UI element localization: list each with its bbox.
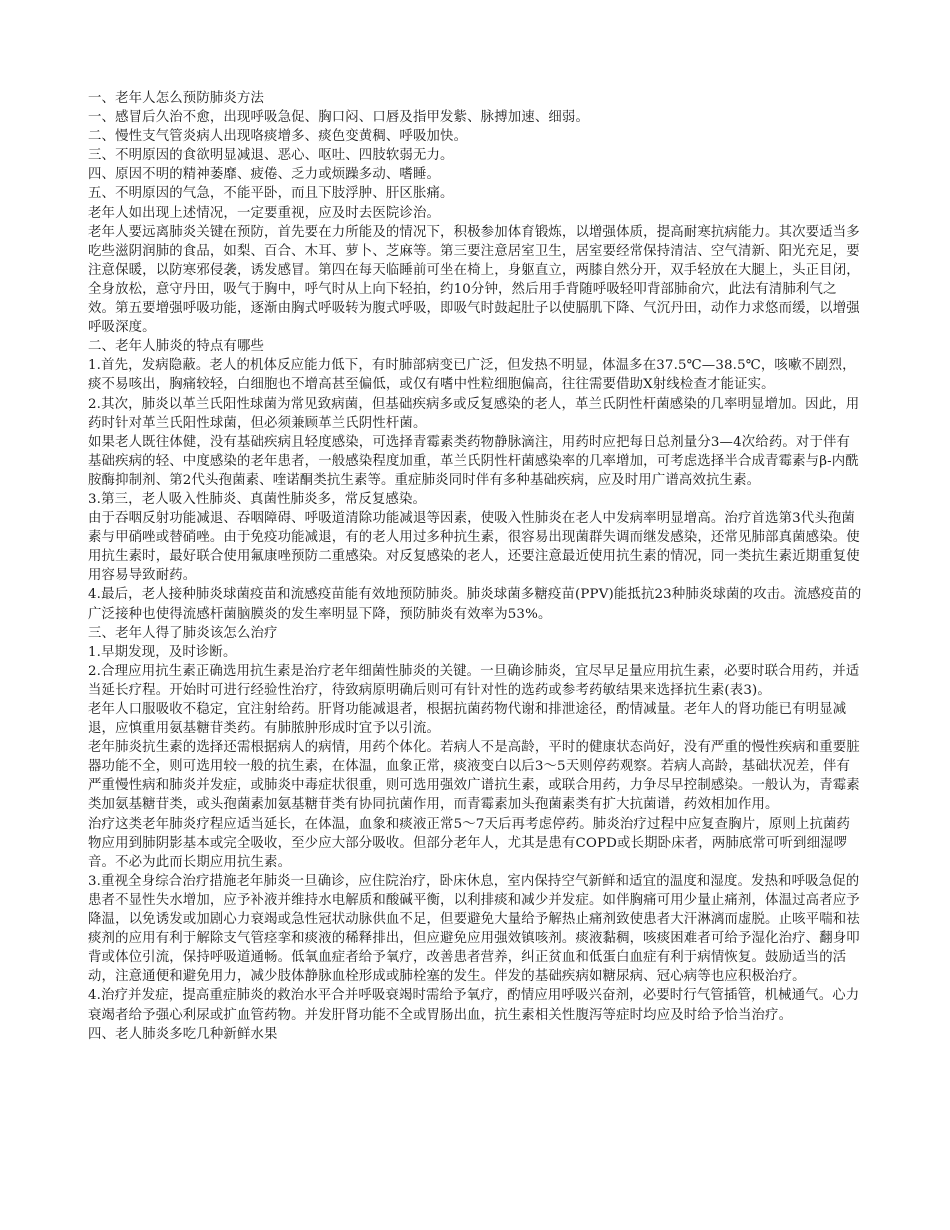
advice-line: 老年人如出现上述情况，一定要重视，应及时去医院诊治。	[88, 205, 441, 221]
antibiotic-selection-paragraph: 如果老人既往体健，没有基础疾病且轻度感染，可选择青霉素类药物静脉滴注，用药时应把每日总剂量分3—4次给药。对于伴有基础疾病的轻、中度感染的老年患者，一般感染程度加重，革兰氏阴性杆菌感染率的几率增加，可考虑选择半合成青霉素与β-内酰胺酶抑制剂、第2代头孢菌素、喹诺酮类抗生素等。重症肺炎同时伴有多种基础疾病，应及时用广谱高效抗生素。	[88, 434, 859, 488]
symptom-item-1: 一、感冒后久治不愈，出现呼吸急促、胸口闷、口唇及指甲发紫、脉搏加速、细弱。	[88, 110, 590, 126]
treatment-item-1: 1.早期发现，及时诊断。	[88, 644, 237, 660]
symptom-item-2: 二、慢性支气管炎病人出现咯痰增多、痰色变黄稠、呼吸加快。	[88, 129, 468, 145]
symptom-item-3: 三、不明原因的食欲明显减退、恶心、呕吐、四肢软弱无力。	[88, 148, 454, 164]
treatment-duration-paragraph: 治疗这类老年肺炎疗程应适当延长，在体温，血象和痰液正常5～7天后再考虑停药。肺炎治疗过程中应复查胸片，原则上抗菌药物应用到肺阴影基本或完全吸收，至少应大部分吸收。但部分老年人，尤其是患有COPD或长期卧床者，两肺底常可听到细湿啰音。不必为此而长期应用抗生素。	[88, 816, 851, 870]
prevention-paragraph: 老年人要远离肺炎关键在预防，首先要在力所能及的情况下，积极参加体育锻炼，以增强体质，提高耐寒抗病能力。其次要适当多吃些滋阴润肺的食品，如梨、百合、木耳、萝卜、芝麻等。第三要注意居室卫生，居室要经常保持清洁、空气清新、阳光充足，要注意保暖，以防寒邪侵袭，诱发感冒。第四在每天临睡前可坐在椅上，身躯直立，两膝自然分开，双手轻放在大腿上，头正目闭，全身放松，意守丹田，吸气于胸中，呼气时从上向下轻拍，约10分钟，然后用手背随呼吸轻叩背部肺俞穴，此法有清肺利气之效。第五要增强呼吸功能，逐渐由胸式呼吸转为腹式呼吸，即吸气时鼓起肚子以使膈肌下降、气沉丹田，动作力求悠而缓，以增强呼吸深度。	[88, 224, 860, 336]
supportive-care-paragraph: 3.重视全身综合治疗措施老年肺炎一旦确诊，应住院治疗，卧床休息，室内保持空气新鲜和适宜的温度和湿度。发热和呼吸急促的患者不显性失水增加，应予补液并维持水电解质和酸碱平衡，以利排痰和减少并发症。如伴胸痛可用少量止痛剂，体温过高者应予降温，以免诱发或加剧心力衰竭或急性冠状动脉供血不足，但要避免大量给予解热止痛剂致使患者大汗淋漓而虚脱。止咳平喘和祛痰剂的应用有利于解除支气管痉挛和痰液的稀释排出，但应避免应用强效镇咳剂。痰液黏稠，咳痰困难者可给予湿化治疗、翻身叩背或体位引流，保持呼吸道通畅。低氧血症者给予氧疗，改善患者营养，纠正贫血和低蛋白血症有利于病情恢复。鼓励适当的活动，注意通便和避免用力，减少肢体静脉血栓形成或肺栓塞的发生。伴发的基础疾病如糖尿病、冠心病等也应积极治疗。	[88, 873, 860, 985]
treatment-item-2-paragraph: 2.合理应用抗生素正确选用抗生素是治疗老年细菌性肺炎的关键。一旦确诊肺炎，宜尽早足量应用抗生素，必要时联合用药，并适当延长疗程。开始时可进行经验性治疗，待致病原明确后则可有针对性的选药或参考药敏结果来选择抗生素(表3)。	[88, 663, 860, 698]
characteristic-1-paragraph: 1.首先，发病隐蔽。老人的机体反应能力低下，有时肺部病变已广泛，但发热不明显，体温多在37.5℃—38.5℃，咳嗽不剧烈，痰不易咳出，胸痛较轻，白细胞也不增高甚至偏低，或仅有嗜中性粒细胞偏高，往往需要借助X射线检查才能证实。	[88, 358, 856, 393]
symptom-item-5: 五、不明原因的气急，不能平卧，而且下肢浮肿、肝区胀痛。	[88, 186, 454, 202]
complications-paragraph: 4.治疗并发症，提高重症肺炎的救治水平合并呼吸衰竭时需给予氧疗，酌情应用呼吸兴奋剂，必要时行气管插管，机械通气。心力衰竭者给予强心利尿或扩血管药物。并发肝肾功能不全或胃肠出血，抗生素相关性腹泻等症时均应及时给予恰当治疗。	[88, 988, 860, 1023]
individualized-therapy-paragraph: 老年肺炎抗生素的选择还需根据病人的病情，用药个体化。若病人不是高龄，平时的健康状态尚好，没有严重的慢性疾病和重要脏器功能不全，则可选用较一般的抗生素，在体温，血象正常，痰液变白以后3～5天则停药观察。若病人高龄，基础状况差，伴有严重慢性病和肺炎并发症，或肺炎中毒症状很重，则可选用强效广谱抗生素，或联合用药，力争尽早控制感染。一般认为，青霉素类加氨基糖苷类，或头孢菌素加氨基糖苷类有协同抗菌作用，而青霉素加头孢菌素类有扩大抗菌谱，药效相加作用。	[88, 740, 860, 813]
section-heading-characteristics: 二、老年人肺炎的特点有哪些	[88, 339, 265, 355]
dosing-paragraph: 老年人口服吸收不稳定，宜注射给药。肝肾功能减退者，根据抗菌药物代谢和排泄途径，酌情减量。老年人的肾功能已有明显减退，应慎重用氨基糖苷类药。有肺脓肿形成时宜予以引流。	[88, 702, 847, 737]
section-heading-prevention: 一、老年人怎么预防肺炎方法	[88, 91, 265, 106]
section-heading-treatment: 三、老年人得了肺炎该怎么治疗	[88, 625, 278, 641]
section-heading-fruits: 四、老人肺炎多吃几种新鲜水果	[88, 1026, 278, 1042]
characteristic-2-paragraph: 2.其次，肺炎以革兰氏阳性球菌为常见致病菌，但基础疾病多或反复感染的老人，革兰氏阴性杆菌感染的几率明显增加。因此，用药时针对革兰氏阳性球菌，但必须兼顾革兰氏阴性杆菌。	[88, 396, 860, 431]
vaccine-paragraph: 4.最后，老人接种肺炎球菌疫苗和流感疫苗能有效地预防肺炎。肺炎球菌多糖疫苗(PPV)能抵抗23种肺炎球菌的攻击。流感疫苗的广泛接种也使得流感杆菌脑膜炎的发生率明显下降，预防肺炎有效率为53%。	[88, 587, 862, 622]
aspiration-pneumonia-paragraph: 由于吞咽反射功能减退、吞咽障碍、呼吸道清除功能减退等因素，使吸入性肺炎在老人中发病率明显增高。治疗首选第3代头孢菌素与甲硝唑或替硝唑。由于免疫功能减退，有的老人用过多种抗生素，很容易出现菌群失调而继发感染，还常见肺部真菌感染。使用抗生素时，最好联合使用氟康唑预防二重感染。对反复感染的老人，还要注意最近使用抗生素的情况，同一类抗生素近期重复使用容易导致耐药。	[88, 511, 860, 584]
symptom-item-4: 四、原因不明的精神萎靡、疲倦、乏力或烦躁多动、嗜睡。	[88, 167, 441, 183]
characteristic-3-line: 3.第三，老人吸入性肺炎、真菌性肺炎多，常反复感染。	[88, 491, 427, 507]
